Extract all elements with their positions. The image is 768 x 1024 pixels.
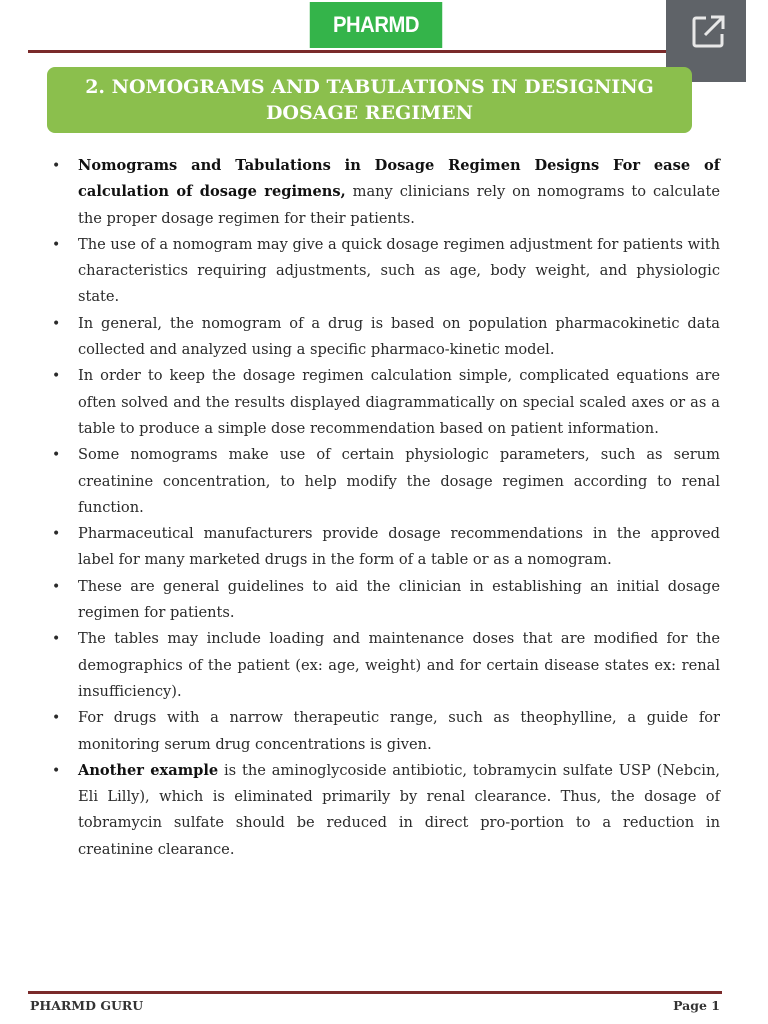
list-item xyxy=(52,705,720,758)
header-divider xyxy=(28,50,696,53)
bullet-icon: • xyxy=(52,578,61,595)
bullet-icon: • xyxy=(52,526,61,543)
bullet-icon: • xyxy=(52,315,61,332)
bullet-text: many clinicians rely on nomograms to calculate the proper dosage regimen for their patients. xyxy=(78,183,720,227)
section-title-line-2: DOSAGE REGIMEN xyxy=(265,102,474,124)
list-item xyxy=(52,442,720,521)
bullet-icon: • xyxy=(52,236,61,253)
bullet-icon: • xyxy=(52,762,61,779)
bullet-icon: • xyxy=(52,368,61,385)
bullet-bold-text: Another example xyxy=(78,761,219,779)
list-item xyxy=(52,153,720,232)
bullet-text: Pharmaceutical manufacturers provide dosage recommendations in the approved label for many marketed drugs in the form of a table or as a nomogram. xyxy=(78,525,720,569)
bullet-text: These are general guidelines to aid the clinician in establishing an initial dosage regimen for patients. xyxy=(78,577,720,622)
section-title-line-1: 2. NOMOGRAMS AND TABULATIONS IN DESIGNING xyxy=(85,76,654,98)
bullet-icon: • xyxy=(52,158,61,174)
page-number: Page 1 xyxy=(673,998,720,1013)
bullet-text: Some nomograms make use of certain physiologic parameters, such as serum creatinine concentration, to help modify the dosage regimen according to renal function. xyxy=(78,446,720,516)
list-item xyxy=(52,363,720,442)
bullet-text: is the aminoglycoside antibiotic, tobramycin sulfate USP (Nebcin, Eli Lilly), which is eliminated primarily by renal clearance. Thus, the dosage of tobramycin sulfate should be reduced in direct pro-portion to a reduction in creatinine clearance. xyxy=(78,761,720,858)
bullet-bold-text: Nomograms and Tabulations in Dosage Regimen Designs For ease of calculation of dosage regimens, xyxy=(78,157,720,201)
list-item xyxy=(52,521,720,574)
list-item xyxy=(52,311,720,364)
list-item xyxy=(52,626,720,705)
footer-divider xyxy=(28,991,722,994)
bullet-icon: • xyxy=(52,710,61,727)
bullet-icon: • xyxy=(52,631,61,648)
pharmd-guru-logo: PHARMD xyxy=(310,2,442,48)
open-in-new-icon xyxy=(690,14,726,50)
bullet-text: The use of a nomogram may give a quick dosage regimen adjustment for patients with characteristics requiring adjustments, such as age, body weight, and physiologic state. xyxy=(78,235,720,306)
list-item xyxy=(52,758,720,863)
footer-brand: PHARMD GURU xyxy=(30,998,144,1013)
list-item xyxy=(52,232,720,311)
bullet-text: In order to keep the dosage regimen calculation simple, complicated equations are often solved and the results displayed diagrammatically on special scaled axes or as a table to produce a simple dose recommendation based on patient information. xyxy=(78,367,720,437)
list-item xyxy=(52,574,720,627)
bullet-text: In general, the nomogram of a drug is based on population pharmacokinetic data collected and analyzed using a specific pharmaco-kinetic model. xyxy=(78,314,720,359)
bullet-icon: • xyxy=(52,447,61,464)
bullet-text: For drugs with a narrow therapeutic range, such as theophylline, a guide for monitoring serum drug concentrations is given. xyxy=(78,709,720,753)
section-title-banner xyxy=(47,67,692,133)
bullet-text: The tables may include loading and maintenance doses that are modified for the demographics of the patient (ex: age, weight) and for certain disease states ex: renal insufficiency). xyxy=(78,630,720,700)
bullet-list xyxy=(52,153,720,863)
